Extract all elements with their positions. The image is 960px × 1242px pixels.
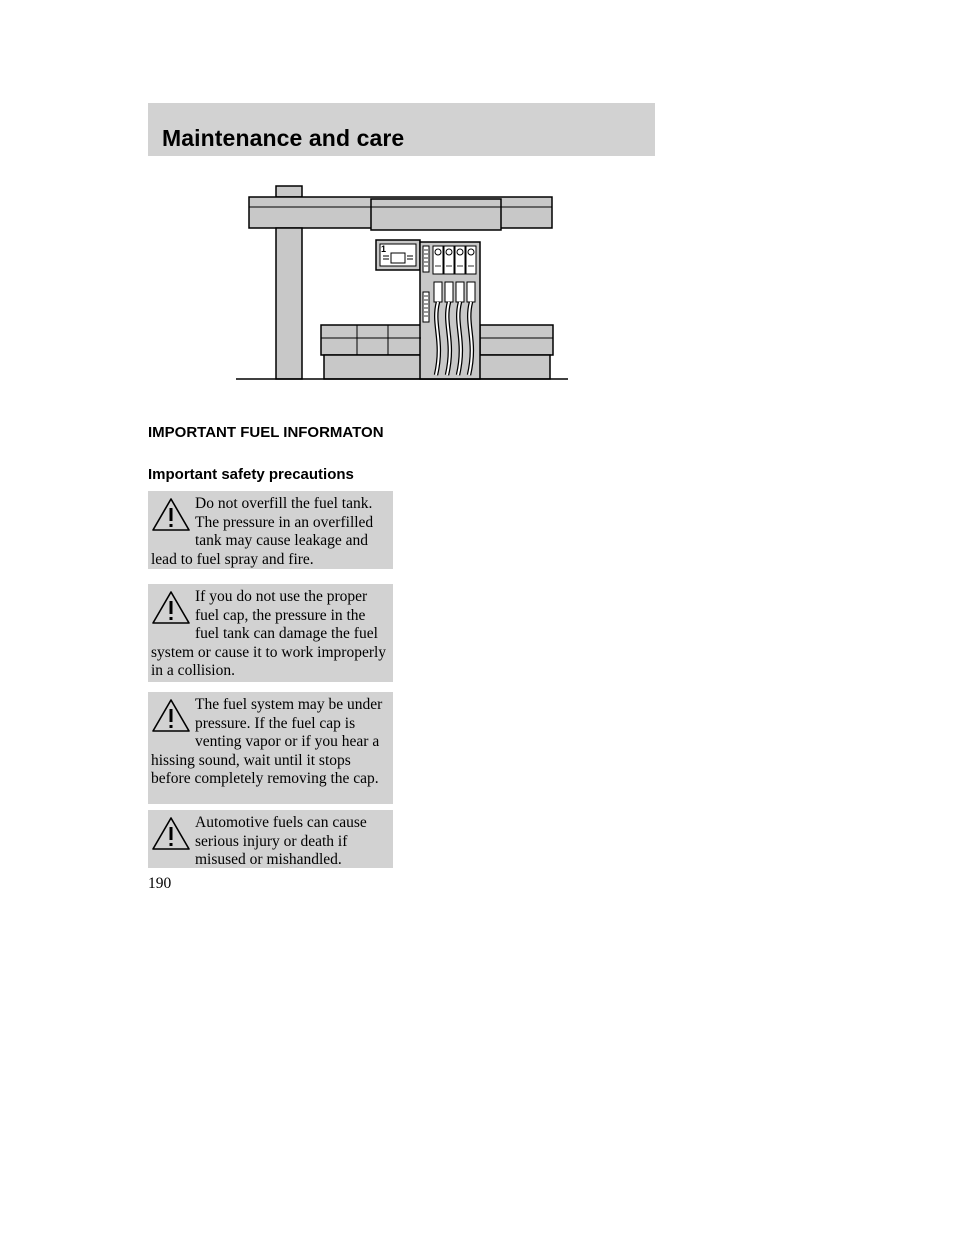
page-title: Maintenance and care (162, 125, 405, 151)
pump-number: 1 (381, 244, 387, 254)
warning-text: The fuel system may be under pressure. If the fuel cap is venting vapor or if you hear a hissing sound, wait until it stops before completely removing the cap. (151, 696, 383, 787)
sub-heading: Important safety precautions (148, 466, 354, 483)
fuel-station-illustration (230, 180, 575, 385)
warning-box (148, 692, 393, 804)
warning-box (148, 810, 393, 868)
warning-box (148, 584, 393, 682)
warning-triangle-icon (151, 815, 191, 852)
warning-text: Do not overfill the fuel tank. The pressure in an overfilled tank may cause leakage and lead to fuel spray and fire. (151, 495, 374, 568)
warning-text: If you do not use the proper fuel cap, the pressure in the fuel tank can damage the fuel system or cause it to work improperly in a collision. (151, 588, 387, 679)
page-number: 190 (148, 875, 172, 892)
warning-triangle-icon (151, 496, 191, 533)
warning-triangle-icon (151, 589, 191, 626)
section-heading: IMPORTANT FUEL INFORMATON (148, 424, 384, 441)
warning-text: Automotive fuels can cause serious injury or death if misused or mishandled. (195, 814, 367, 868)
header-band (148, 103, 655, 156)
warning-box (148, 491, 393, 569)
warning-triangle-icon (151, 697, 191, 734)
